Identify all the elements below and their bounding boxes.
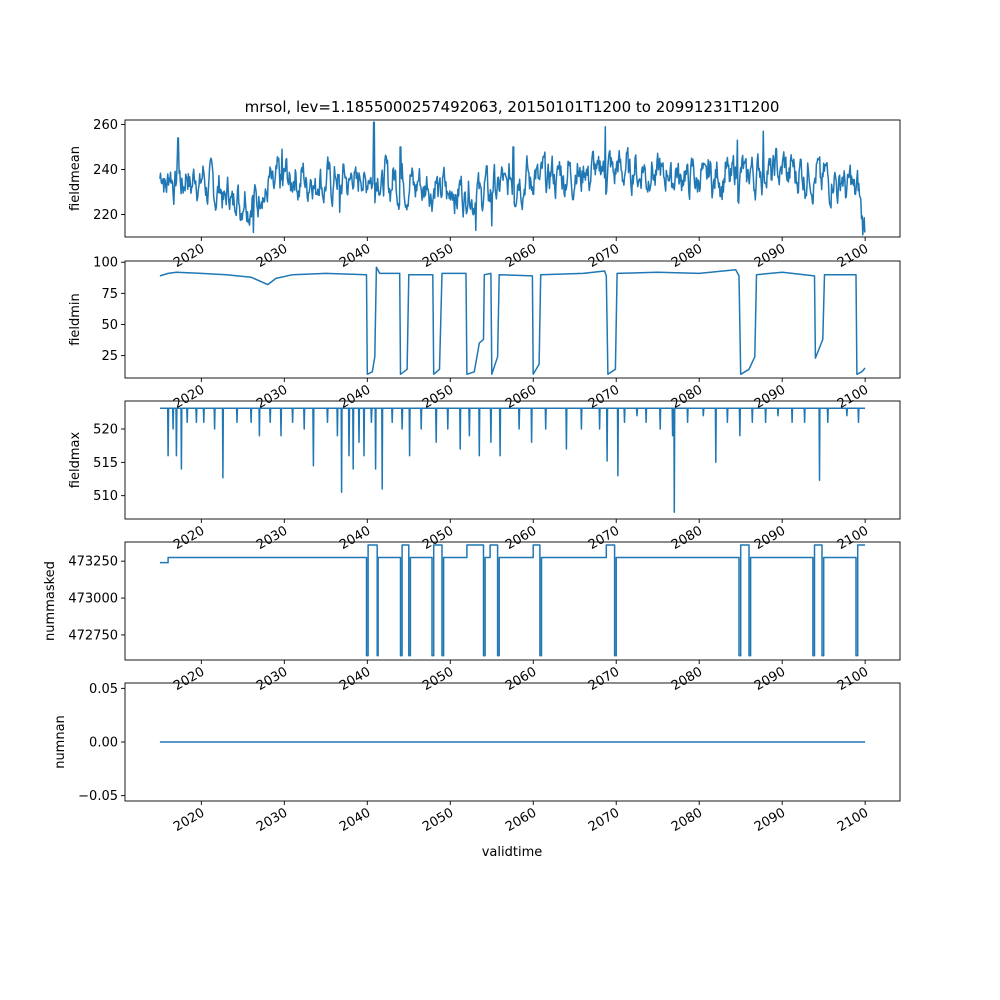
x-tick-label: 2100	[834, 805, 872, 836]
x-axis-label: validtime	[481, 845, 543, 860]
x-tick-label: 2070	[586, 241, 623, 272]
x-tick-label: 2100	[834, 664, 872, 695]
x-tick-label: 2050	[420, 664, 457, 695]
y-tick-label: 515	[93, 455, 118, 471]
x-tick-label: 2030	[254, 382, 291, 413]
y-tick-label: 220	[93, 208, 118, 223]
y-tick-label: 50	[101, 317, 118, 333]
x-tick-label: 2040	[337, 805, 374, 836]
x-tick-label: 2090	[752, 523, 789, 554]
x-tick-label: 2090	[752, 664, 789, 695]
x-tick-label: 2090	[752, 805, 789, 836]
x-tick-label: 2050	[420, 241, 457, 272]
y-tick-label: 0.00	[89, 735, 118, 751]
x-tick-label: 2090	[752, 241, 789, 272]
series-line-fieldmean	[160, 122, 865, 235]
x-tick-label: 2060	[503, 664, 540, 695]
x-tick-label: 2060	[503, 382, 540, 413]
x-tick-label: 2030	[254, 241, 291, 272]
y-tick-label: 25	[101, 349, 118, 365]
x-tick-label: 2030	[254, 664, 291, 695]
x-tick-label: 2080	[669, 664, 706, 695]
y-tick-label: 473000	[68, 591, 118, 607]
y-tick-label: −0.05	[78, 789, 118, 805]
y-tick-label: 473250	[68, 554, 118, 570]
y-tick-label: 510	[93, 489, 118, 505]
panel-fieldmax	[68, 401, 900, 553]
x-tick-label: 2100	[834, 241, 872, 272]
x-tick-label: 2050	[420, 805, 457, 836]
y-tick-label: 100	[93, 255, 118, 271]
x-tick-label: 2020	[171, 523, 208, 554]
x-tick-label: 2100	[834, 382, 872, 413]
y-axis-label: fieldmean	[68, 146, 83, 211]
x-tick-label: 2100	[834, 523, 872, 554]
y-axis-label: fieldmax	[68, 431, 83, 489]
panel-nummasked	[43, 542, 900, 694]
x-tick-label: 2070	[586, 805, 623, 836]
y-tick-label: 260	[93, 118, 118, 133]
x-tick-label: 2020	[171, 805, 208, 836]
x-tick-label: 2040	[337, 382, 374, 413]
x-tick-label: 2060	[503, 805, 540, 836]
panel-fieldmean	[68, 118, 900, 271]
series-line-fieldmin	[160, 267, 865, 374]
y-axis-label: nummasked	[43, 561, 58, 641]
y-tick-label: 0.05	[89, 681, 118, 697]
x-tick-label: 2070	[586, 664, 623, 695]
x-tick-label: 2090	[752, 382, 789, 413]
series-line-nummasked	[160, 545, 865, 656]
x-tick-label: 2080	[669, 805, 706, 836]
x-tick-label: 2060	[503, 241, 540, 272]
axes-frame	[125, 261, 900, 378]
x-tick-label: 2020	[171, 664, 208, 695]
panel-numnan	[53, 682, 900, 835]
x-tick-label: 2070	[586, 382, 623, 413]
axes-frame	[125, 401, 900, 519]
y-axis-label: numnan	[53, 715, 68, 769]
x-tick-label: 2040	[337, 523, 374, 554]
y-tick-label: 520	[93, 422, 118, 438]
x-tick-label: 2020	[171, 382, 208, 413]
x-tick-label: 2020	[171, 241, 208, 272]
x-tick-label: 2080	[669, 241, 706, 272]
x-tick-label: 2030	[254, 805, 291, 836]
chart-title: mrsol, lev=1.1855000257492063, 20150101T1200 to 20991231T1200	[244, 98, 780, 116]
x-tick-label: 2040	[337, 241, 374, 272]
axes-frame	[125, 542, 900, 660]
panels	[43, 118, 900, 835]
x-tick-label: 2030	[254, 523, 291, 554]
series-line-fieldmax	[160, 408, 865, 512]
x-tick-label: 2050	[420, 523, 457, 554]
x-tick-label: 2040	[337, 664, 374, 695]
y-tick-label: 75	[101, 286, 118, 302]
x-tick-label: 2070	[586, 523, 623, 554]
y-tick-label: 240	[93, 163, 118, 178]
x-tick-label: 2080	[669, 382, 706, 413]
x-tick-label: 2080	[669, 523, 706, 554]
y-axis-label: fieldmin	[68, 293, 83, 346]
panel-fieldmin	[68, 256, 900, 412]
y-tick-label: 472750	[68, 628, 118, 644]
x-tick-label: 2060	[503, 523, 540, 554]
x-tick-label: 2050	[420, 382, 457, 413]
